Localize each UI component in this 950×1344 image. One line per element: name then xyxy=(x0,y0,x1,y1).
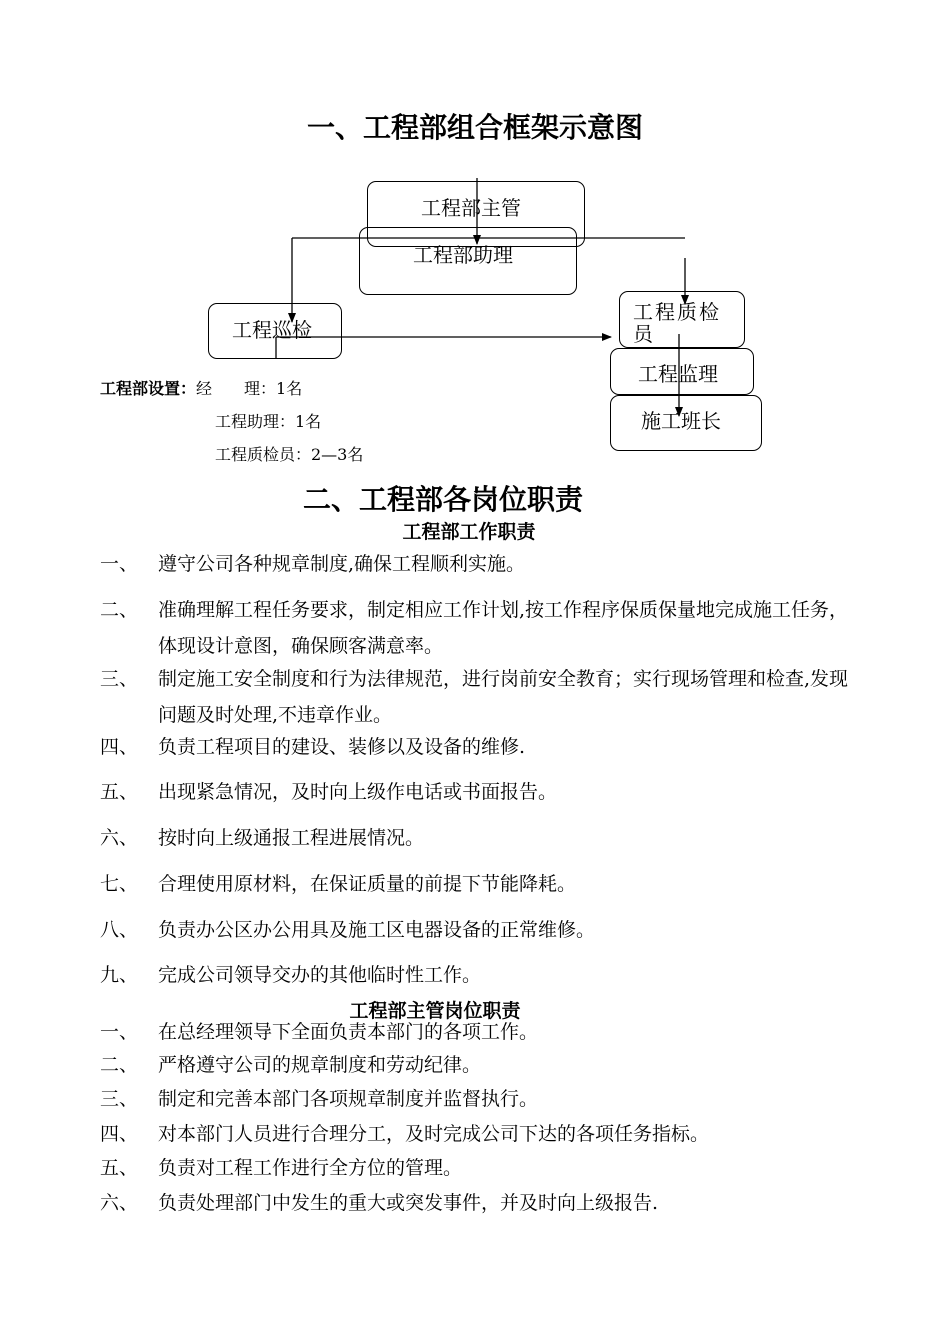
manager-duty-number: 一、 xyxy=(100,1021,139,1043)
org-label-foreman: 施工班长 xyxy=(641,409,721,433)
manager-duty-text: 对本部门人员进行合理分工，及时完成公司下达的各项任务指标。 xyxy=(158,1123,710,1145)
duty-text: 遵守公司各种规章制度,确保工程顺利实施。 xyxy=(158,553,526,575)
org-label-qc: 工程质检员 xyxy=(633,300,721,346)
page-title: 一、工程部组合框架示意图 xyxy=(306,111,643,144)
duty-text: 出现紧急情况，及时向上级作电话或书面报告。 xyxy=(158,781,558,803)
duty-text: 负责办公区办公用具及施工区电器设备的正常维修。 xyxy=(158,919,596,941)
duty-number: 七、 xyxy=(100,873,139,895)
org-chart-connectors xyxy=(0,0,950,480)
duty-text: 完成公司领导交办的其他临时性工作。 xyxy=(158,964,482,986)
manager-duty-text: 负责对工程工作进行全方位的管理。 xyxy=(158,1157,463,1179)
manager-duty-number: 四、 xyxy=(100,1123,139,1145)
duty-number: 三、 xyxy=(100,668,139,690)
duty-text: 准确理解工程任务要求，制定相应工作计划,按工作程序保质保量地完成施工任务，体现设计意图，确保顾客满意率。 xyxy=(158,599,849,657)
duty-text: 按时向上级通报工程进展情况。 xyxy=(158,827,425,849)
setup-qc-count: 工程质检员：2—3名 xyxy=(215,445,364,464)
duty-number: 四、 xyxy=(100,736,139,758)
manager-duty-number: 五、 xyxy=(100,1157,139,1179)
manager-duty-number: 二、 xyxy=(100,1054,139,1076)
duty-number: 一、 xyxy=(100,553,139,575)
org-label-assistant: 工程部助理 xyxy=(413,243,513,267)
duty-number: 二、 xyxy=(100,599,139,621)
duty-number: 九、 xyxy=(100,964,139,986)
subsection-manager-duties: 工程部主管岗位职责 xyxy=(349,1000,521,1022)
setup-label: 工程部设置： xyxy=(100,379,197,398)
org-label-manager: 工程部主管 xyxy=(421,196,521,220)
duty-number: 六、 xyxy=(100,827,139,849)
setup-assistant-count: 工程助理：1名 xyxy=(215,412,322,431)
duty-text: 合理使用原材料，在保证质量的前提下节能降耗。 xyxy=(158,873,577,895)
setup-manager-count: 经 理：1名 xyxy=(196,379,303,398)
manager-duty-number: 六、 xyxy=(100,1192,139,1214)
manager-duty-number: 三、 xyxy=(100,1088,139,1110)
duty-text: 负责工程项目的建设、装修以及设备的维修. xyxy=(158,736,526,758)
manager-duty-text: 制定和完善本部门各项规章制度并监督执行。 xyxy=(158,1088,539,1110)
duty-text: 制定施工安全制度和行为法律规范，进行岗前安全教育；实行现场管理和检查,发现问题及时处理,不违章作业。 xyxy=(158,668,849,726)
subsection-work-duties: 工程部工作职责 xyxy=(402,521,536,543)
manager-duty-text: 在总经理领导下全面负责本部门的各项工作。 xyxy=(158,1021,539,1043)
org-label-supervisor: 工程监理 xyxy=(638,362,718,386)
duty-number: 五、 xyxy=(100,781,139,803)
manager-duty-text: 严格遵守公司的规章制度和劳动纪律。 xyxy=(158,1054,482,1076)
org-label-inspector: 工程巡检 xyxy=(232,318,312,342)
section-title: 二、工程部各岗位职责 xyxy=(302,483,583,516)
manager-duty-text: 负责处理部门中发生的重大或突发事件，并及时向上级报告. xyxy=(158,1192,659,1214)
setup-line-1 xyxy=(100,376,302,399)
duty-number: 八、 xyxy=(100,919,139,941)
